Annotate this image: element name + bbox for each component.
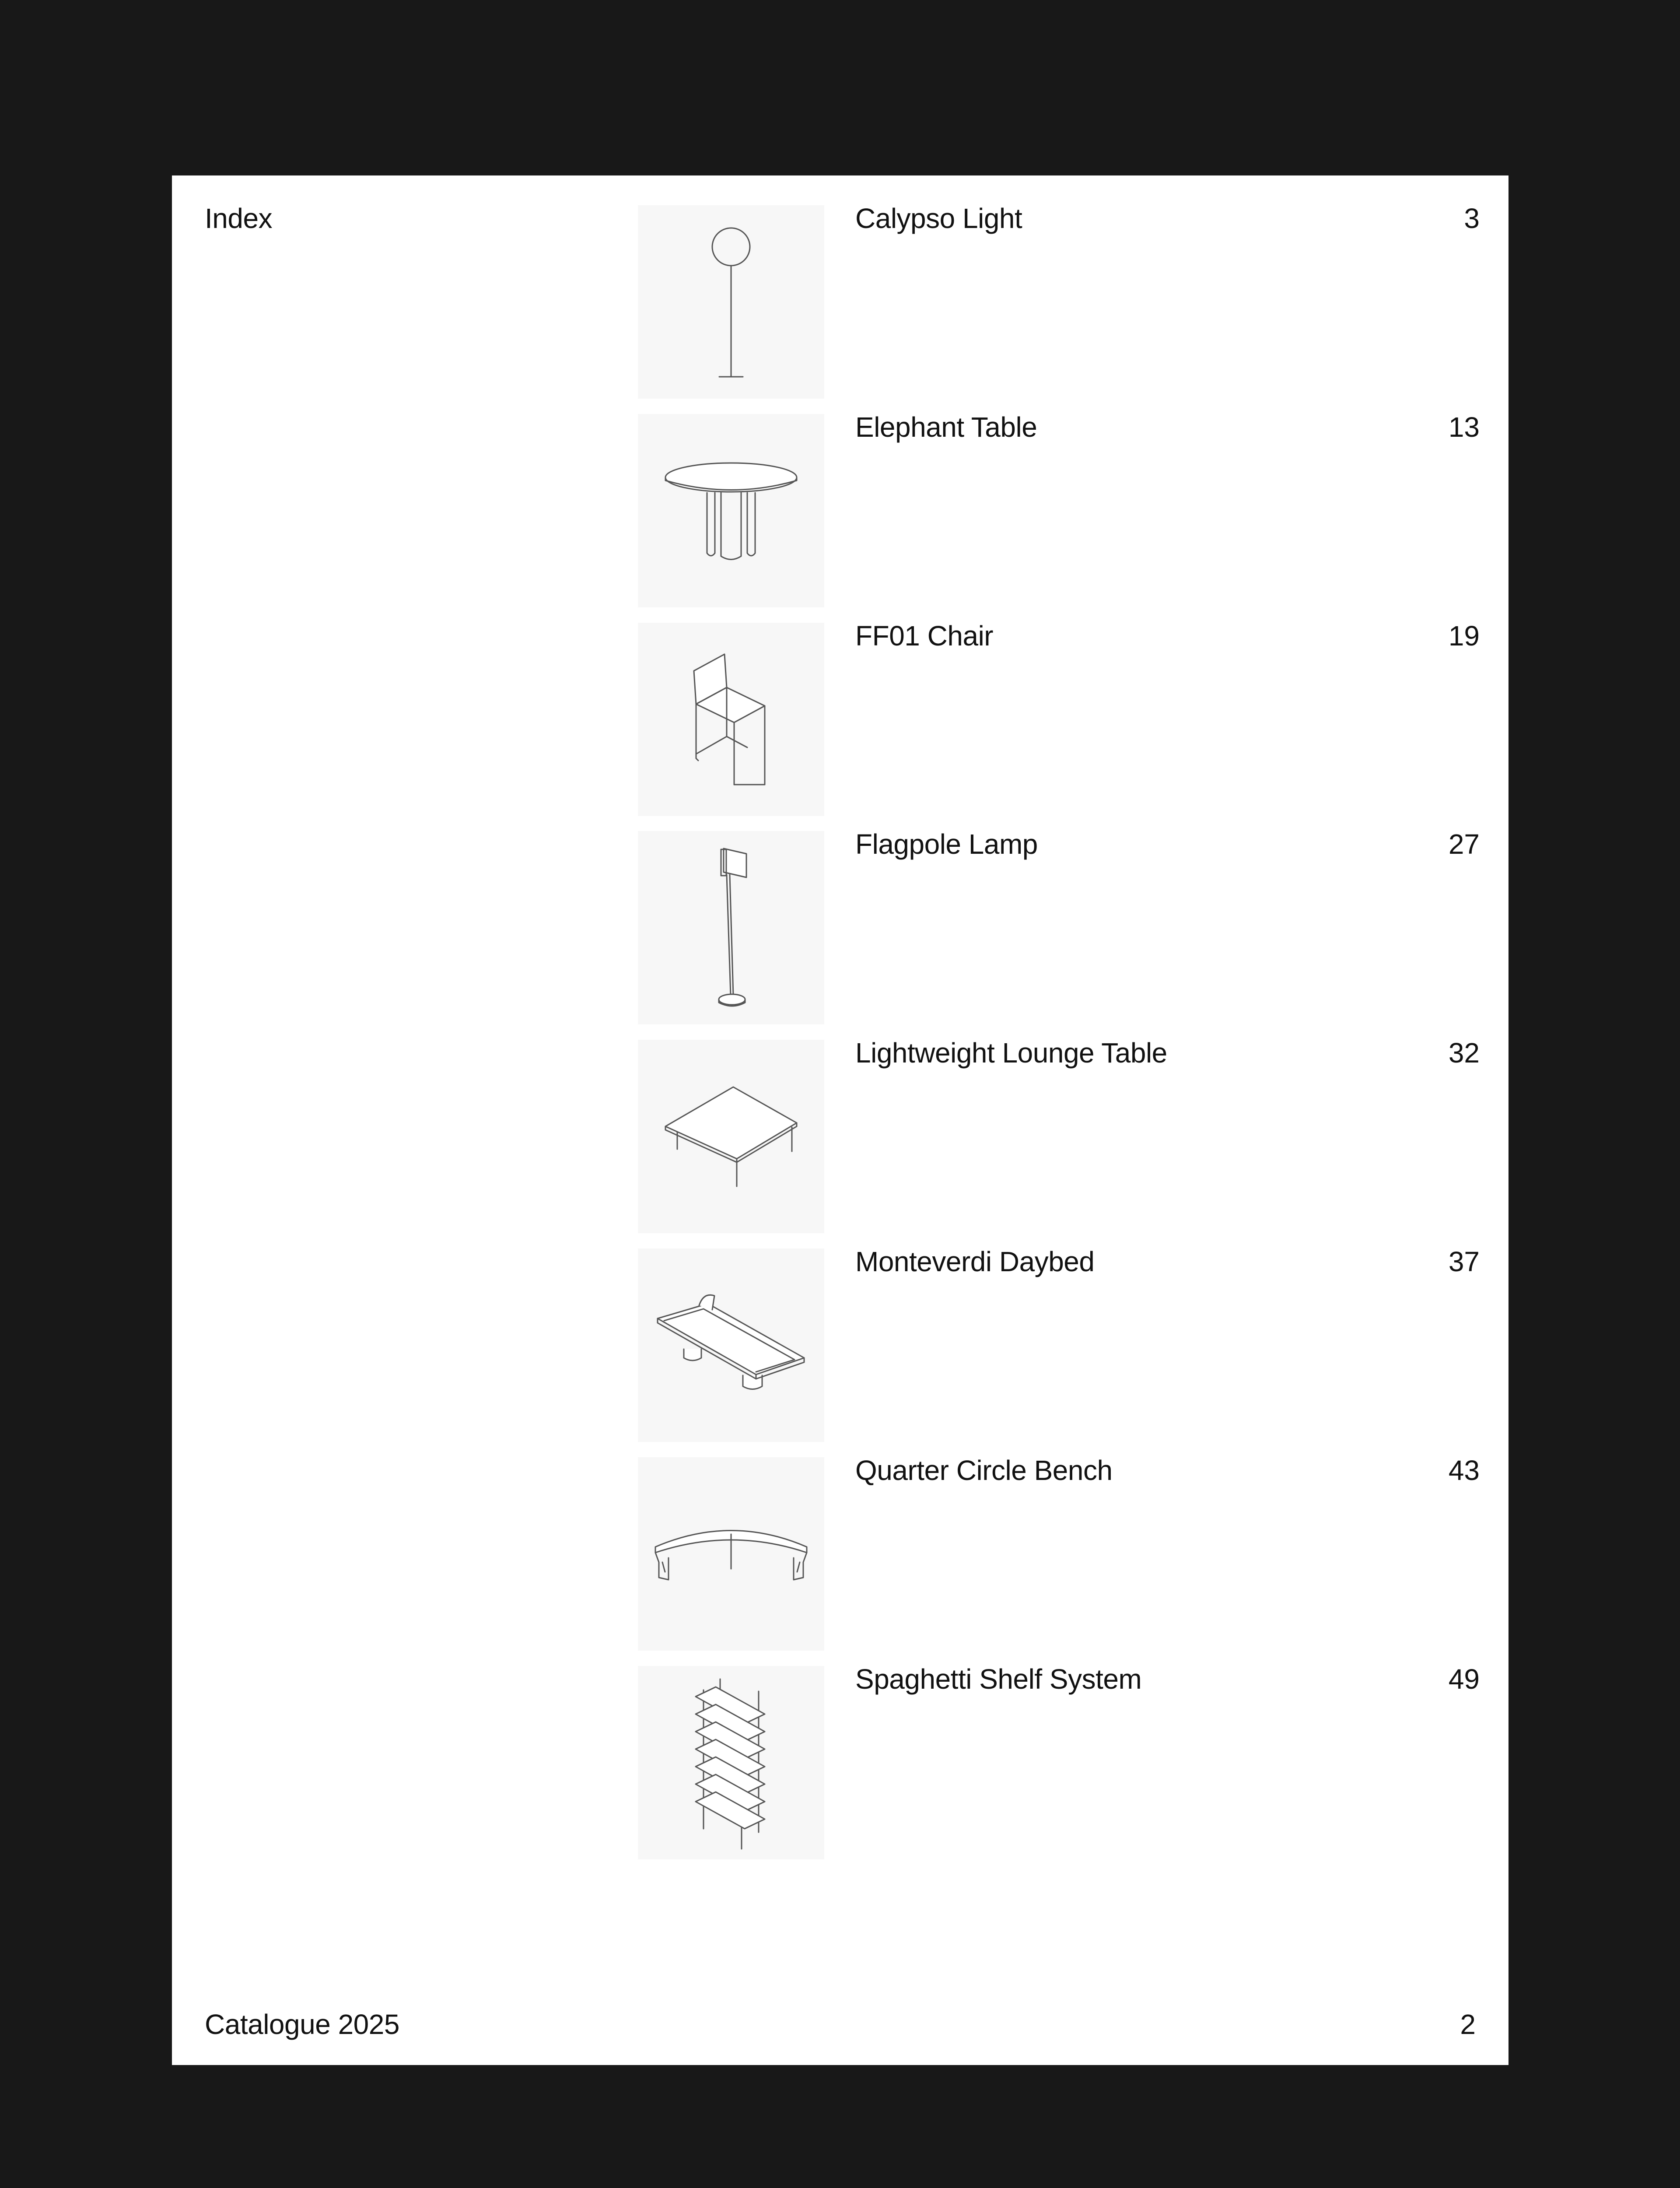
- product-thumbnail: [638, 414, 824, 607]
- page-number: 32: [1448, 1037, 1480, 1069]
- flagpole-lamp-icon: [638, 831, 824, 1024]
- index-entry-spaghetti-shelf-system[interactable]: [638, 1663, 1480, 1859]
- product-name: Monteverdi Daybed: [855, 1246, 1095, 1277]
- page-title: Index: [205, 203, 273, 234]
- product-name: Quarter Circle Bench: [855, 1455, 1113, 1486]
- product-thumbnail: [638, 623, 824, 816]
- index-entry-monteverdi-daybed[interactable]: [638, 1248, 1480, 1442]
- round-table-icon: [638, 414, 824, 607]
- product-thumbnail: [638, 1040, 824, 1233]
- product-thumbnail: [638, 1248, 824, 1442]
- catalogue-page: [172, 175, 1508, 2065]
- product-name: Lightweight Lounge Table: [855, 1037, 1167, 1069]
- page-number: 49: [1448, 1663, 1480, 1695]
- footer-catalogue-label: Catalogue 2025: [205, 2009, 399, 2040]
- page-number: 3: [1464, 203, 1480, 234]
- product-thumbnail: [638, 1457, 824, 1651]
- index-entry-quarter-circle-bench[interactable]: [638, 1457, 1480, 1651]
- product-name: Elephant Table: [855, 411, 1037, 443]
- product-thumbnail: [638, 831, 824, 1024]
- product-name: Spaghetti Shelf System: [855, 1663, 1142, 1695]
- daybed-icon: [638, 1248, 824, 1442]
- index-entry-lightweight-lounge-table[interactable]: [638, 1037, 1480, 1233]
- page-number: 19: [1448, 620, 1480, 652]
- page-number: 43: [1448, 1455, 1480, 1486]
- index-entry-calypso-light[interactable]: [638, 205, 1480, 399]
- index-entry-flagpole-lamp[interactable]: [638, 828, 1480, 1024]
- product-name: Flagpole Lamp: [855, 828, 1038, 860]
- footer-page-number: 2: [1460, 2009, 1476, 2040]
- lounge-table-icon: [638, 1040, 824, 1233]
- index-entry-elephant-table[interactable]: [638, 411, 1480, 607]
- page-number: 13: [1448, 411, 1480, 443]
- shelf-system-icon: [638, 1666, 824, 1859]
- product-thumbnail: [638, 205, 824, 399]
- chair-icon: [638, 623, 824, 816]
- page-number: 27: [1448, 828, 1480, 860]
- product-thumbnail: [638, 1666, 824, 1859]
- page-number: 37: [1448, 1246, 1480, 1277]
- floor-lamp-globe-icon: [638, 205, 824, 399]
- product-name: FF01 Chair: [855, 620, 994, 652]
- index-entry-ff01-chair[interactable]: [638, 620, 1480, 816]
- curved-bench-icon: [638, 1457, 824, 1651]
- product-name: Calypso Light: [855, 203, 1022, 234]
